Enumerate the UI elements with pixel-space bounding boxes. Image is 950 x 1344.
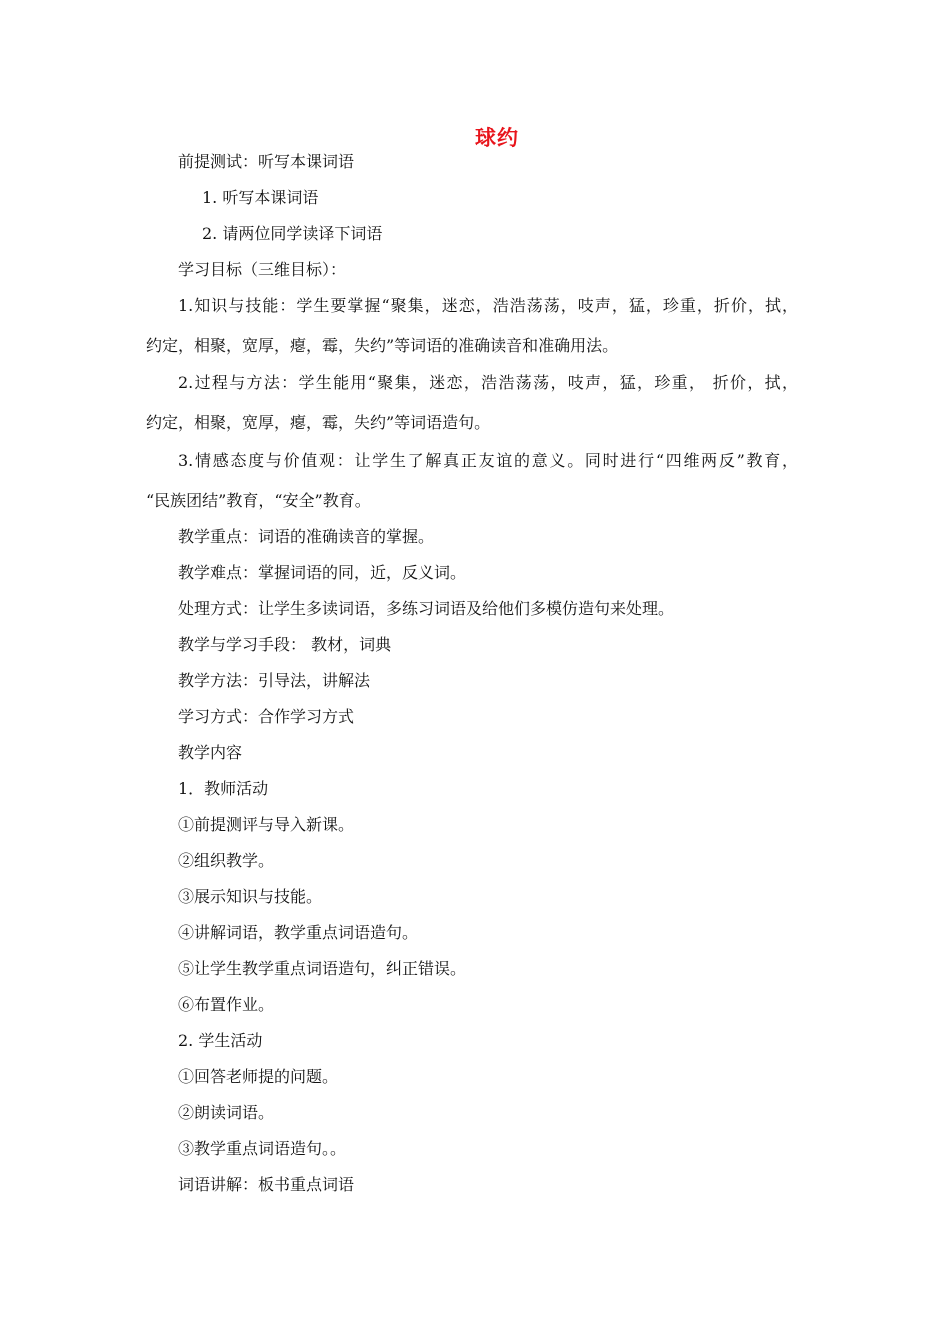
teacher-activity-item: ③展示知识与技能。 (178, 887, 323, 906)
teacher-activity-item: ②组织教学。 (178, 851, 275, 870)
teacher-activity-item: ④讲解词语，教学重点词语造句。 (178, 923, 419, 942)
document-title: 球约 (475, 126, 519, 150)
objective-1-line-1: 1.知识与技能：学生要掌握“聚集，迷恋，浩浩荡荡，吱声，猛，珍重，折价，拭， (178, 296, 798, 315)
student-activity-item: ③教学重点词语造句。。 (178, 1139, 347, 1158)
teacher-activity-item: ⑤让学生教学重点词语造句，纠正错误。 (178, 959, 467, 978)
vocabulary-explanation: 词语讲解：板书重点词语 (178, 1175, 355, 1194)
objective-3-line-1: 3.情感态度与价值观：让学生了解真正友谊的意义。同时进行“四维两反”教育， (178, 451, 798, 470)
handling-method: 处理方式：让学生多读词语，多练习词语及给他们多模仿造句来处理。 (178, 599, 675, 618)
difficult-points: 教学难点：掌握词语的同，近，反义词。 (178, 563, 467, 582)
pretest-item-1: 1. 听写本课词语 (202, 188, 319, 207)
teacher-activity-item: ①前提测评与导入新课。 (178, 815, 355, 834)
objective-2-line-2: 约定，相聚，宽厚，瘪，霉，失约”等词语造句。 (146, 413, 491, 432)
objective-2-line-1: 2.过程与方法：学生能用“聚集，迷恋，浩浩荡荡，吱声，猛，珍重， 折价，拭， (178, 373, 798, 392)
objectives-heading: 学习目标（三维目标）： (178, 260, 347, 279)
objective-1-line-2: 约定，相聚，宽厚，瘪，霉，失约”等词语的准确读音和准确用法。 (146, 336, 619, 355)
pretest-heading: 前提测试：听写本课词语 (178, 152, 355, 171)
student-activity-item: ①回答老师提的问题。 (178, 1067, 339, 1086)
pretest-item-2: 2. 请两位同学读译下词语 (202, 224, 383, 243)
objective-3-line-2: “民族团结”教育，“安全”教育。 (146, 491, 371, 510)
teaching-method: 教学方法：引导法，讲解法 (178, 671, 371, 690)
key-points: 教学重点：词语的准确读音的掌握。 (178, 527, 435, 546)
content-heading: 教学内容 (178, 743, 243, 762)
teaching-means: 教学与学习手段： 教材，词典 (178, 635, 392, 654)
student-activity-heading: 2. 学生活动 (178, 1031, 263, 1050)
teacher-activity-item: ⑥布置作业。 (178, 995, 275, 1014)
teacher-activity-heading: 1．教师活动 (178, 779, 269, 798)
student-activity-item: ②朗读词语。 (178, 1103, 275, 1122)
learning-method: 学习方式：合作学习方式 (178, 707, 355, 726)
